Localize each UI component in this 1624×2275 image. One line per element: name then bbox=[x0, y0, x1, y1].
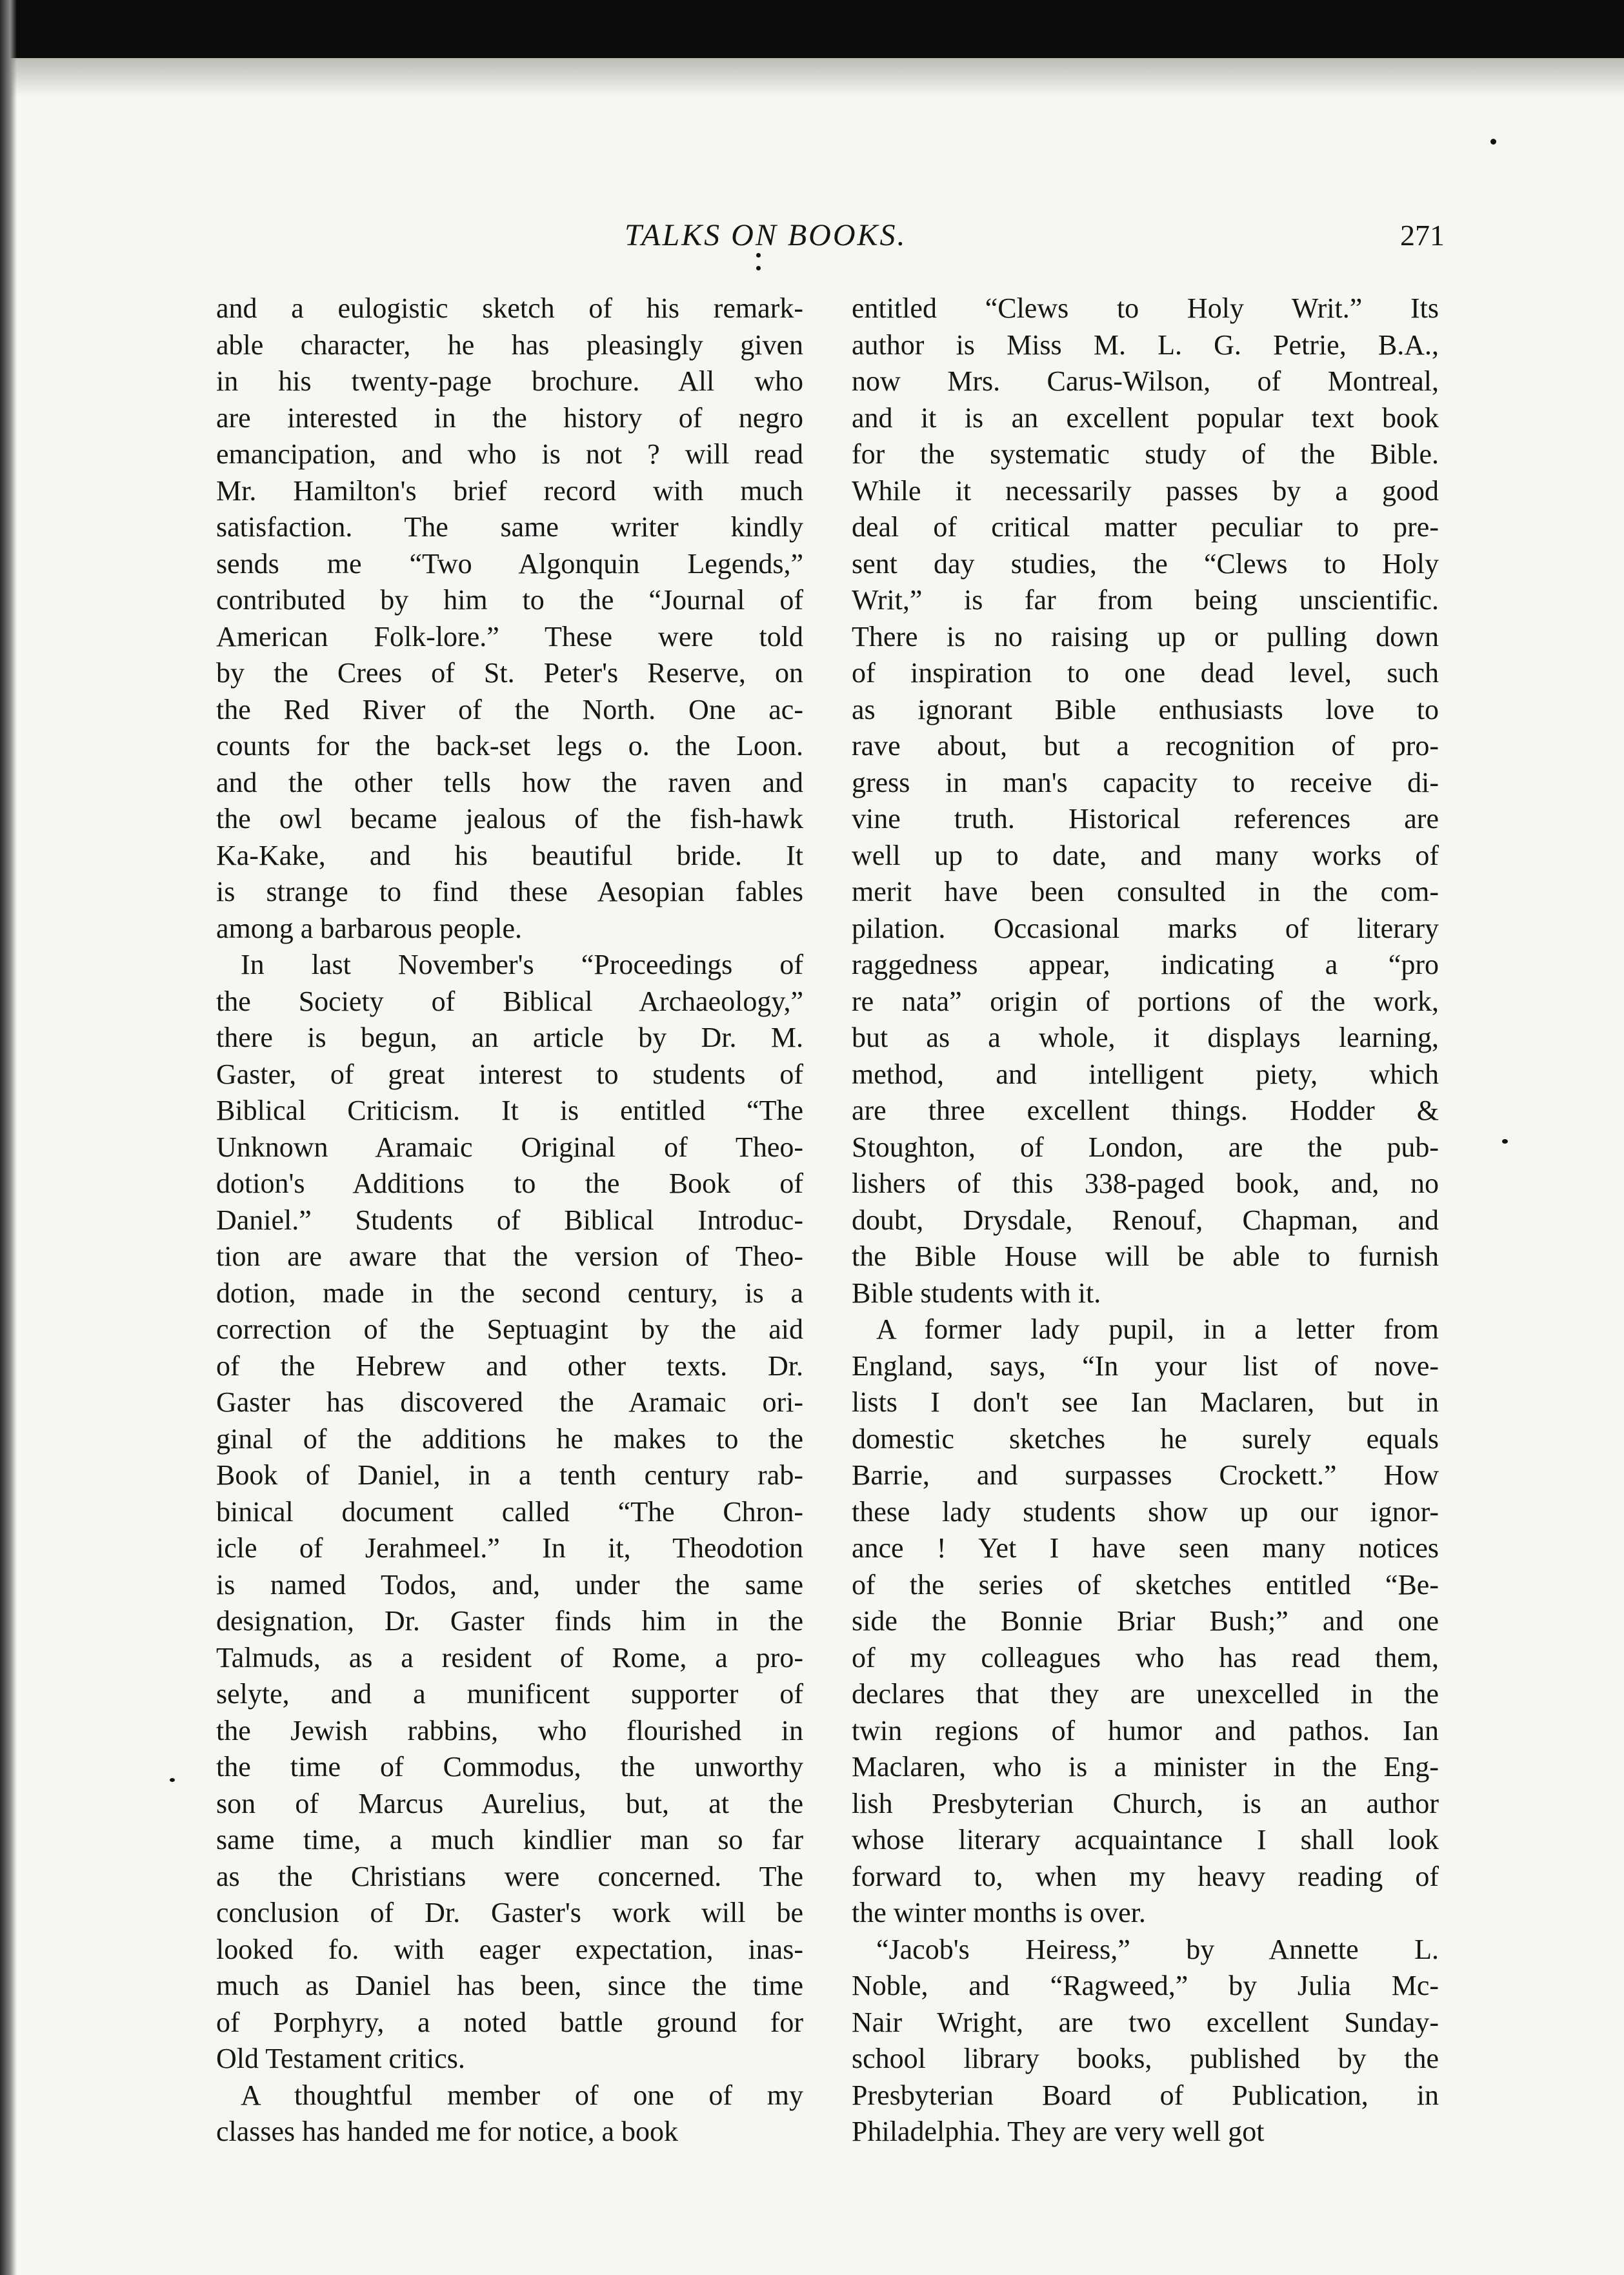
running-head: TALKS ON BOOKS. bbox=[625, 218, 907, 252]
scan-speck bbox=[756, 266, 761, 270]
text-line: England, says, “In your list of nove- bbox=[852, 1350, 1439, 1382]
text-line: among a barbarous people. bbox=[216, 912, 523, 944]
text-line: Biblical Criticism. It is entitled “The bbox=[216, 1095, 803, 1126]
text-line: merit have been consulted in the com- bbox=[852, 876, 1439, 907]
text-line: for the systematic study of the Bible. bbox=[852, 438, 1439, 470]
text-line: author is Miss M. L. G. Petrie, B.A., bbox=[852, 329, 1439, 361]
text-line: same time, a much kindlier man so far bbox=[216, 1824, 803, 1855]
text-line: these lady students show up our ignor- bbox=[852, 1495, 1439, 1528]
scan-speck bbox=[1502, 1139, 1508, 1144]
text-line: binical document called “The Chron- bbox=[216, 1495, 803, 1528]
text-line: “Jacob's Heiress,” by Annette L. bbox=[876, 1933, 1439, 1965]
text-line: school library books, published by the bbox=[852, 2043, 1439, 2074]
text-line: able character, he has pleasingly given bbox=[216, 329, 803, 361]
text-line: sends me “Two Algonquin Legends,” bbox=[216, 547, 803, 580]
text-line: and the other tells how the raven and bbox=[216, 766, 803, 798]
scan-top-shadow bbox=[0, 58, 1624, 97]
text-line: as the Christians were concerned. The bbox=[216, 1860, 803, 1892]
text-line: the Bible House will be able to furnish bbox=[852, 1240, 1439, 1272]
text-column-left bbox=[216, 290, 803, 2150]
text-line: A former lady pupil, in a letter from bbox=[876, 1313, 1439, 1345]
text-line: gress in man's capacity to receive di- bbox=[852, 766, 1439, 798]
scan-speck bbox=[756, 253, 761, 258]
text-line: sent day studies, the “Clews to Holy bbox=[852, 547, 1439, 580]
text-line: deal of critical matter peculiar to pre- bbox=[852, 511, 1439, 543]
text-line: well up to date, and many works of bbox=[852, 839, 1439, 871]
text-line: of Porphyry, a noted battle ground for bbox=[216, 2006, 803, 2038]
text-line: of my colleagues who has read them, bbox=[852, 1641, 1439, 1673]
text-line: Gaster has discovered the Aramaic ori- bbox=[216, 1386, 803, 1418]
text-line: pilation. Occasional marks of literary bbox=[852, 912, 1439, 944]
text-line: lishers of this 338-paged book, and, no bbox=[852, 1168, 1439, 1199]
text-line: re nata” origin of portions of the work, bbox=[852, 985, 1439, 1017]
text-line: A thoughtful member of one of my bbox=[241, 2079, 803, 2111]
text-line: son of Marcus Aurelius, but, at the bbox=[216, 1787, 803, 1819]
text-line: as ignorant Bible enthusiasts love to bbox=[852, 693, 1439, 725]
text-line: doubt, Drysdale, Renouf, Chapman, and bbox=[852, 1204, 1439, 1236]
text-line: selyte, and a munificent supporter of bbox=[216, 1678, 803, 1710]
text-line: the Red River of the North. One ac- bbox=[216, 693, 803, 725]
text-line: vine truth. Historical references are bbox=[852, 803, 1439, 834]
text-line: looked fo. with eager expectation, inas- bbox=[216, 1933, 803, 1965]
text-line: Philadelphia. They are very well got bbox=[852, 2116, 1265, 2147]
text-line: and a eulogistic sketch of his remark- bbox=[216, 292, 803, 324]
text-line: of the series of sketches entitled “Be- bbox=[852, 1568, 1439, 1601]
text-line: dotion, made in the second century, is a bbox=[216, 1277, 803, 1309]
text-line: in his twenty-page brochure. All who bbox=[216, 365, 803, 397]
text-line: Writ,” is far from being unscientific. bbox=[852, 584, 1439, 616]
text-line: Old Testament critics. bbox=[216, 2043, 465, 2074]
text-line: the owl became jealous of the fish-hawk bbox=[216, 803, 803, 834]
text-line: Unknown Aramaic Original of Theo- bbox=[216, 1131, 803, 1163]
text-line: Mr. Hamilton's brief record with much bbox=[216, 474, 803, 507]
text-line: ance ! Yet I have seen many notices bbox=[852, 1532, 1439, 1564]
text-line: by the Crees of St. Peter's Reserve, on bbox=[216, 657, 803, 689]
text-line: the winter months is over. bbox=[852, 1897, 1146, 1928]
text-line: tion are aware that the version of Theo- bbox=[216, 1240, 803, 1272]
text-line: Daniel.” Students of Biblical Introduc- bbox=[216, 1204, 803, 1236]
text-line: of the Hebrew and other texts. Dr. bbox=[216, 1350, 803, 1382]
text-line: Bible students with it. bbox=[852, 1277, 1101, 1309]
text-line: satisfaction. The same writer kindly bbox=[216, 511, 803, 543]
text-line: the Society of Biblical Archaeology,” bbox=[216, 985, 803, 1017]
text-line: designation, Dr. Gaster finds him in the bbox=[216, 1605, 803, 1637]
text-line: Stoughton, of London, are the pub- bbox=[852, 1131, 1439, 1163]
text-line: rave about, but a recognition of pro- bbox=[852, 730, 1439, 762]
scan-speck bbox=[1490, 139, 1496, 145]
text-line: and it is an excellent popular text book bbox=[852, 401, 1439, 434]
text-line: but as a whole, it displays learning, bbox=[852, 1022, 1439, 1053]
text-line: Book of Daniel, in a tenth century rab- bbox=[216, 1459, 803, 1491]
text-line: counts for the back-set legs o. the Loon. bbox=[216, 730, 803, 762]
text-line: In last November's “Proceedings of bbox=[241, 949, 803, 980]
text-line: of inspiration to one dead level, such bbox=[852, 657, 1439, 689]
text-line: Gaster, of great interest to students of bbox=[216, 1058, 803, 1090]
text-line: now Mrs. Carus-Wilson, of Montreal, bbox=[852, 365, 1439, 397]
text-line: method, and intelligent piety, which bbox=[852, 1058, 1439, 1090]
text-line: While it necessarily passes by a good bbox=[852, 474, 1439, 507]
scan-left-border bbox=[0, 0, 17, 2275]
text-line: Talmuds, as a resident of Rome, a pro- bbox=[216, 1641, 803, 1673]
scan-top-border bbox=[0, 0, 1624, 58]
text-line: is named Todos, and, under the same bbox=[216, 1568, 803, 1601]
text-line: the Jewish rabbins, who flourished in bbox=[216, 1714, 803, 1746]
text-line: icle of Jerahmeel.” In it, Theodotion bbox=[216, 1532, 803, 1564]
page-number: 271 bbox=[1400, 219, 1445, 252]
text-line: classes has handed me for notice, a book bbox=[216, 2116, 678, 2147]
text-line: Barrie, and surpasses Crockett.” How bbox=[852, 1459, 1439, 1491]
text-line: is strange to find these Aesopian fables bbox=[216, 876, 803, 907]
text-line: declares that they are unexcelled in the bbox=[852, 1678, 1439, 1710]
text-line: domestic sketches he surely equals bbox=[852, 1422, 1439, 1455]
text-line: forward to, when my heavy reading of bbox=[852, 1860, 1439, 1892]
text-line: Presbyterian Board of Publication, in bbox=[852, 2079, 1439, 2111]
text-line: side the Bonnie Briar Bush;” and one bbox=[852, 1605, 1439, 1637]
text-line: there is begun, an article by Dr. M. bbox=[216, 1022, 803, 1053]
text-line: There is no raising up or pulling down bbox=[852, 620, 1439, 652]
text-line: raggedness appear, indicating a “pro bbox=[852, 949, 1439, 980]
text-line: lish Presbyterian Church, is an author bbox=[852, 1787, 1439, 1819]
text-line: ginal of the additions he makes to the bbox=[216, 1422, 803, 1455]
text-line: much as Daniel has been, since the time bbox=[216, 1970, 803, 2001]
text-line: conclusion of Dr. Gaster's work will be bbox=[216, 1897, 803, 1928]
text-line: entitled “Clews to Holy Writ.” Its bbox=[852, 292, 1439, 324]
text-line: dotion's Additions to the Book of bbox=[216, 1168, 803, 1199]
text-line: correction of the Septuagint by the aid bbox=[216, 1313, 803, 1345]
text-line: Ka-Kake, and his beautiful bride. It bbox=[216, 839, 803, 871]
text-line: the time of Commodus, the unworthy bbox=[216, 1751, 803, 1783]
text-line: contributed by him to the “Journal of bbox=[216, 584, 803, 616]
text-line: Nair Wright, are two excellent Sunday- bbox=[852, 2006, 1439, 2038]
text-column-right bbox=[852, 290, 1439, 2150]
scan-speck bbox=[170, 1778, 175, 1782]
text-line: whose literary acquaintance I shall look bbox=[852, 1824, 1439, 1855]
text-line: are interested in the history of negro bbox=[216, 401, 803, 434]
text-line: Maclaren, who is a minister in the Eng- bbox=[852, 1751, 1439, 1783]
text-line: Noble, and “Ragweed,” by Julia Mc- bbox=[852, 1970, 1439, 2001]
text-line: twin regions of humor and pathos. Ian bbox=[852, 1714, 1439, 1746]
text-line: emancipation, and who is not ? will read bbox=[216, 438, 803, 470]
text-line: lists I don't see Ian Maclaren, but in bbox=[852, 1386, 1439, 1418]
text-line: American Folk-lore.” These were told bbox=[216, 620, 803, 652]
text-line: are three excellent things. Hodder & bbox=[852, 1095, 1439, 1126]
